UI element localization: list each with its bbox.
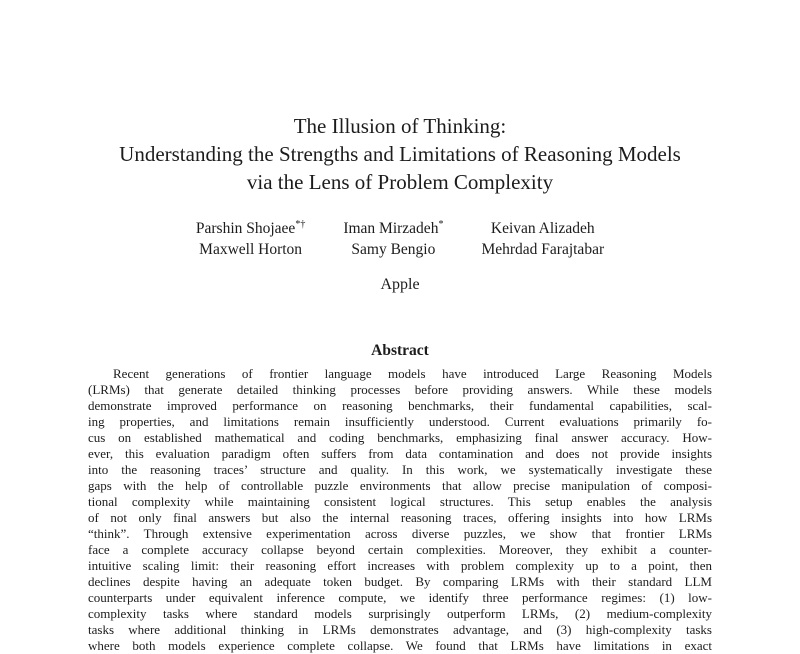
author-name: Maxwell Horton <box>199 241 303 258</box>
authors-block <box>196 218 604 260</box>
abstract-body <box>88 366 712 654</box>
author-keivan-alizadeh <box>481 218 604 239</box>
author-name: Mehrdad Farajtabar <box>481 241 605 258</box>
author-name: Iman Mirzadeh <box>343 220 439 237</box>
abstract-line: intuitive scaling limit: their reasoning effort increases with problem complexity up to a point, then <box>88 558 712 573</box>
author-name: Samy Bengio <box>351 241 436 258</box>
abstract-line: gaps with the help of controllable puzzle environments that allow precise manipulation of composi- <box>88 478 712 493</box>
abstract-heading: Abstract <box>371 342 429 359</box>
abstract-line: cus on established mathematical and coding benchmarks, emphasizing final answer accuracy. How- <box>88 430 712 445</box>
abstract-line: where both models experience complete collapse. We found that LRMs have limitations in exact <box>88 638 712 653</box>
abstract-line: demonstrate improved performance on reasoning benchmarks, their fundamental capabilities, scal- <box>88 398 712 413</box>
abstract-line: of not only final answers but also the internal reasoning traces, offering insights into how LRMs <box>88 510 712 525</box>
title-line-2: Understanding the Strengths and Limitations of Reasoning Models <box>119 142 681 166</box>
abstract-line: ever, this evaluation paradigm often suffers from data contamination and does not provide insights <box>88 446 712 461</box>
author-maxwell-horton <box>196 239 305 260</box>
abstract-line: tional complexity while maintaining consistent logical structures. This setup enables the analysis <box>88 494 712 509</box>
abstract-line: counterparts under equivalent inference compute, we identify three performance regimes: (1) low- <box>88 590 712 605</box>
title-line-1: The Illusion of Thinking: <box>293 114 507 138</box>
title-line-3: via the Lens of Problem Complexity <box>246 170 554 194</box>
abstract-line: complexity tasks where standard models surprisingly outperform LRMs, (2) medium-complexity <box>88 606 712 621</box>
abstract-line: tasks where additional thinking in LRMs demonstrates advantage, and (3) high-complexity tasks <box>88 622 712 637</box>
abstract-line: (LRMs) that generate detailed thinking processes before providing answers. While these models <box>88 382 712 397</box>
affiliation: Apple <box>380 276 420 293</box>
abstract-line: face a complete accuracy collapse beyond certain complexities. Moreover, they exhibit a counter- <box>88 542 712 557</box>
paper-title <box>0 112 800 196</box>
author-parshin-shojaee <box>196 218 305 239</box>
author-samy-bengio <box>343 239 443 260</box>
author-name: Keivan Alizadeh <box>490 220 595 237</box>
author-name: Parshin Shojaee <box>195 220 296 237</box>
author-mehrdad-farajtabar <box>481 239 604 260</box>
abstract-line: ing properties, and limitations remain insufficiently understood. Current evaluations primarily fo- <box>88 414 712 429</box>
author-marker: * <box>438 218 444 230</box>
abstract-line: Recent generations of frontier language models have introduced Large Reasoning Models <box>113 366 712 381</box>
abstract-line: “think”. Through extensive experimentation across diverse puzzles, we show that frontier LRMs <box>88 526 712 541</box>
author-iman-mirzadeh <box>343 218 443 239</box>
abstract-line: into the reasoning traces’ structure and quality. In this work, we systematically investigate these <box>88 462 712 477</box>
author-marker: *† <box>295 218 306 230</box>
abstract-line: declines despite having an adequate token budget. By comparing LRMs with their standard LLM <box>88 574 712 589</box>
